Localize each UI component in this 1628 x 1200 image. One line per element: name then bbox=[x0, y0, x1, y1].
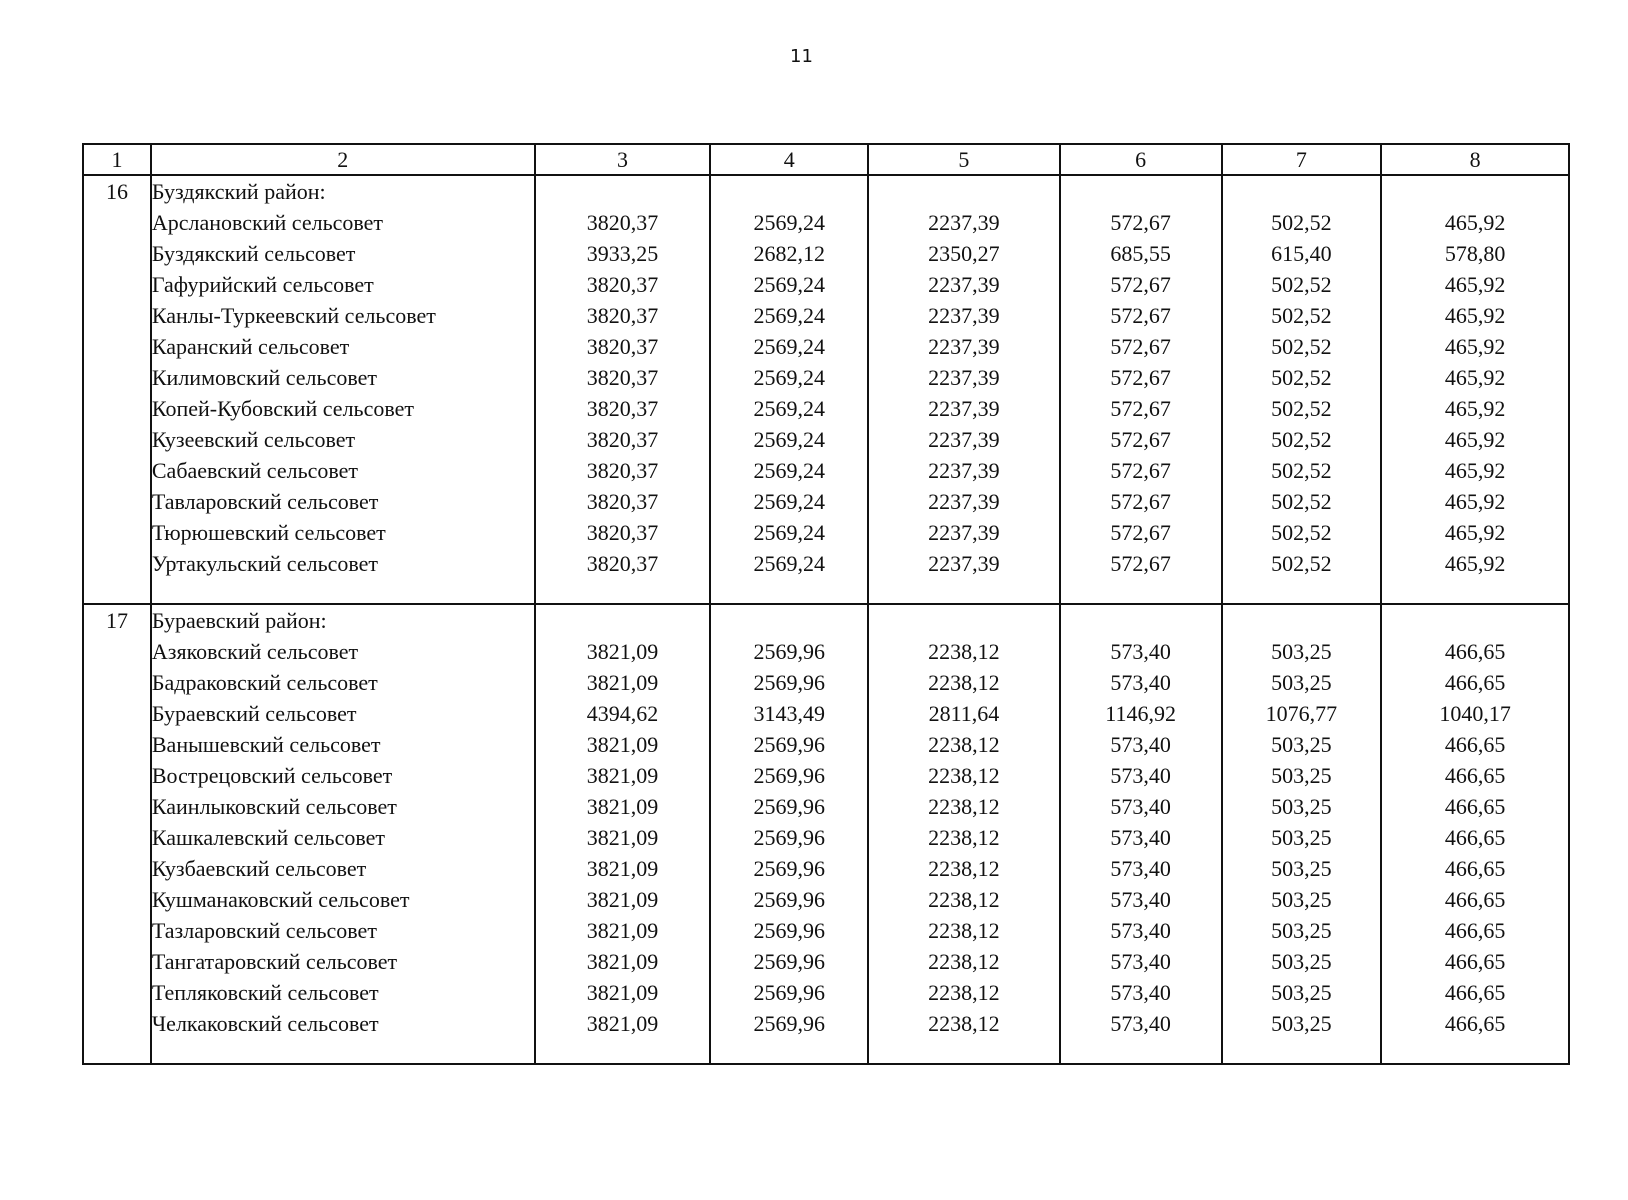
value-cell: 573,40 bbox=[1110, 732, 1171, 757]
district-number: 16 bbox=[105, 179, 128, 204]
value-cell: 2569,96 bbox=[753, 856, 825, 881]
value-cell: 465,92 bbox=[1444, 489, 1506, 514]
value-cell: 502,52 bbox=[1271, 520, 1332, 545]
value-cell: 2569,24 bbox=[753, 334, 825, 359]
settlement-name: Буздякский сельсовет bbox=[151, 241, 356, 266]
value-cell: 2238,12 bbox=[928, 887, 1000, 912]
value-cell: 466,65 bbox=[1444, 763, 1506, 788]
settlement-name: Ванышевский сельсовет bbox=[151, 732, 381, 757]
value-cell: 503,25 bbox=[1271, 1011, 1332, 1036]
value-cell: 465,92 bbox=[1444, 427, 1506, 452]
value-cell: 3820,37 bbox=[586, 365, 659, 390]
value-cell: 573,40 bbox=[1110, 918, 1171, 943]
value-cell: 615,40 bbox=[1271, 241, 1332, 266]
value-cell: 502,52 bbox=[1271, 272, 1332, 297]
value-cell: 573,40 bbox=[1110, 825, 1171, 850]
names-cell bbox=[151, 604, 535, 1064]
value-cell: 503,25 bbox=[1271, 980, 1332, 1005]
value-cell: 3820,37 bbox=[586, 427, 659, 452]
value-cell: 2238,12 bbox=[928, 732, 1000, 757]
value-cell: 2238,12 bbox=[928, 670, 1000, 695]
value-cell: 2237,39 bbox=[928, 334, 1000, 359]
value-cell: 2238,12 bbox=[928, 980, 1000, 1005]
value-cell: 2237,39 bbox=[928, 210, 1000, 235]
value-cell: 2569,24 bbox=[753, 551, 825, 576]
value-cell: 2237,39 bbox=[928, 365, 1000, 390]
settlement-name: Каранский сельсовет bbox=[151, 334, 350, 359]
value-column-c7 bbox=[1222, 175, 1382, 604]
value-cell: 2569,96 bbox=[753, 639, 825, 664]
column-number-row bbox=[83, 144, 1569, 175]
value-cell: 573,40 bbox=[1110, 887, 1171, 912]
value-cell: 466,65 bbox=[1444, 825, 1506, 850]
value-cell: 573,40 bbox=[1110, 980, 1171, 1005]
value-cell: 2569,96 bbox=[753, 1011, 825, 1036]
settlement-name: Арслановский сельсовет bbox=[151, 210, 384, 235]
settlement-name: Копей-Кубовский сельсовет bbox=[151, 396, 414, 421]
value-cell: 466,65 bbox=[1444, 949, 1506, 974]
value-cell: 3821,09 bbox=[586, 887, 659, 912]
settlement-name: Кузбаевский сельсовет bbox=[151, 856, 367, 881]
value-cell: 466,65 bbox=[1444, 918, 1506, 943]
value-cell: 4394,62 bbox=[586, 701, 659, 726]
value-cell: 503,25 bbox=[1271, 825, 1332, 850]
value-cell: 685,55 bbox=[1110, 241, 1171, 266]
value-cell: 1076,77 bbox=[1265, 701, 1338, 726]
value-cell: 502,52 bbox=[1271, 210, 1332, 235]
settlement-name: Кузеевский сельсовет bbox=[151, 427, 356, 452]
value-cell: 466,65 bbox=[1444, 670, 1506, 695]
value-cell: 3821,09 bbox=[586, 670, 659, 695]
district-number-cell bbox=[83, 604, 151, 1064]
value-column-c6 bbox=[1060, 604, 1222, 1064]
district-block bbox=[83, 604, 1569, 1064]
value-cell: 573,40 bbox=[1110, 949, 1171, 974]
value-cell: 465,92 bbox=[1444, 520, 1506, 545]
value-cell: 572,67 bbox=[1110, 210, 1171, 235]
value-cell: 572,67 bbox=[1110, 334, 1171, 359]
settlement-name: Каинлыковский сельсовет bbox=[151, 794, 397, 819]
settlement-name: Тюрюшевский сельсовет bbox=[151, 520, 386, 545]
value-cell: 572,67 bbox=[1110, 272, 1171, 297]
page-number: 11 bbox=[790, 46, 813, 67]
value-column-c6 bbox=[1060, 175, 1222, 604]
value-cell: 572,67 bbox=[1110, 458, 1171, 483]
value-cell: 3821,09 bbox=[586, 825, 659, 850]
value-cell: 2238,12 bbox=[928, 856, 1000, 881]
value-column-c8 bbox=[1381, 604, 1569, 1064]
value-cell: 2237,39 bbox=[928, 458, 1000, 483]
value-cell: 502,52 bbox=[1271, 303, 1332, 328]
value-column-c4 bbox=[710, 604, 868, 1064]
value-cell: 2569,24 bbox=[753, 303, 825, 328]
settlement-name: Уртакульский сельсовет bbox=[151, 551, 379, 576]
value-cell: 573,40 bbox=[1110, 763, 1171, 788]
settlement-name: Тавларовский сельсовет bbox=[151, 489, 379, 514]
value-cell: 2569,96 bbox=[753, 794, 825, 819]
value-column-c8 bbox=[1381, 175, 1569, 604]
names-cell bbox=[151, 175, 535, 604]
value-cell: 2682,12 bbox=[753, 241, 825, 266]
value-cell: 3821,09 bbox=[586, 639, 659, 664]
value-cell: 2237,39 bbox=[928, 303, 1000, 328]
value-cell: 2237,39 bbox=[928, 396, 1000, 421]
district-number: 17 bbox=[105, 608, 128, 633]
value-cell: 2569,96 bbox=[753, 670, 825, 695]
column-header: 6 bbox=[1060, 144, 1222, 175]
settlement-name: Килимовский сельсовет bbox=[151, 365, 377, 390]
value-cell: 465,92 bbox=[1444, 303, 1506, 328]
settlement-name: Канлы-Туркеевский сельсовет bbox=[151, 303, 436, 328]
value-cell: 503,25 bbox=[1271, 918, 1332, 943]
settlement-name: Кушманаковский сельсовет bbox=[151, 887, 410, 912]
settlement-name: Азяковский сельсовет bbox=[151, 639, 359, 664]
value-cell: 2569,96 bbox=[753, 918, 825, 943]
settlement-name: Тепляковский сельсовет bbox=[151, 980, 379, 1005]
value-cell: 3820,37 bbox=[586, 489, 659, 514]
value-cell: 2811,64 bbox=[928, 701, 1000, 726]
settlement-name: Тазларовский сельсовет bbox=[151, 918, 377, 943]
value-cell: 466,65 bbox=[1444, 794, 1506, 819]
value-cell: 3821,09 bbox=[586, 918, 659, 943]
value-cell: 2238,12 bbox=[928, 763, 1000, 788]
value-cell: 2569,24 bbox=[753, 272, 825, 297]
value-cell: 3820,37 bbox=[586, 303, 659, 328]
value-cell: 466,65 bbox=[1444, 732, 1506, 757]
value-cell: 3820,37 bbox=[586, 396, 659, 421]
value-cell: 466,65 bbox=[1444, 980, 1506, 1005]
value-cell: 465,92 bbox=[1444, 210, 1506, 235]
value-cell: 503,25 bbox=[1271, 670, 1332, 695]
settlement-name: Гафурийский сельсовет bbox=[151, 272, 374, 297]
value-cell: 503,25 bbox=[1271, 856, 1332, 881]
value-cell: 2569,24 bbox=[753, 458, 825, 483]
value-cell: 2237,39 bbox=[928, 551, 1000, 576]
value-cell: 3821,09 bbox=[586, 732, 659, 757]
value-cell: 502,52 bbox=[1271, 489, 1332, 514]
value-cell: 2569,24 bbox=[753, 520, 825, 545]
value-cell: 3821,09 bbox=[586, 856, 659, 881]
column-header: 5 bbox=[868, 144, 1060, 175]
value-cell: 2238,12 bbox=[928, 794, 1000, 819]
tariff-table bbox=[82, 143, 1570, 1065]
value-cell: 1040,17 bbox=[1439, 701, 1511, 726]
value-cell: 572,67 bbox=[1110, 551, 1171, 576]
value-cell: 2237,39 bbox=[928, 520, 1000, 545]
district-title: Буздякский район: bbox=[151, 179, 326, 204]
value-cell: 2238,12 bbox=[928, 639, 1000, 664]
value-cell: 3821,09 bbox=[586, 763, 659, 788]
value-cell: 2238,12 bbox=[928, 825, 1000, 850]
value-cell: 2569,24 bbox=[753, 427, 825, 452]
settlement-name: Бадраковский сельсовет bbox=[151, 670, 378, 695]
value-cell: 3820,37 bbox=[586, 334, 659, 359]
value-cell: 502,52 bbox=[1271, 334, 1332, 359]
value-cell: 572,67 bbox=[1110, 520, 1171, 545]
value-cell: 465,92 bbox=[1444, 396, 1506, 421]
value-cell: 466,65 bbox=[1444, 856, 1506, 881]
value-cell: 1146,92 bbox=[1105, 701, 1176, 726]
value-cell: 2569,96 bbox=[753, 949, 825, 974]
settlement-name: Сабаевский сельсовет bbox=[151, 458, 359, 483]
district-title: Бураевский район: bbox=[151, 608, 327, 633]
value-cell: 465,92 bbox=[1444, 365, 1506, 390]
column-header: 2 bbox=[151, 144, 535, 175]
value-cell: 502,52 bbox=[1271, 396, 1332, 421]
value-cell: 2569,96 bbox=[753, 980, 825, 1005]
value-cell: 2569,96 bbox=[753, 825, 825, 850]
value-cell: 503,25 bbox=[1271, 639, 1332, 664]
value-cell: 3821,09 bbox=[586, 1011, 659, 1036]
value-cell: 2237,39 bbox=[928, 489, 1000, 514]
value-cell: 503,25 bbox=[1271, 794, 1332, 819]
value-cell: 578,80 bbox=[1444, 241, 1506, 266]
value-cell: 465,92 bbox=[1444, 551, 1506, 576]
value-column-c7 bbox=[1222, 604, 1382, 1064]
settlement-name: Бураевский сельсовет bbox=[151, 701, 357, 726]
value-cell: 3933,25 bbox=[586, 241, 659, 266]
value-cell: 503,25 bbox=[1271, 887, 1332, 912]
value-cell: 3821,09 bbox=[586, 980, 659, 1005]
value-cell: 3820,37 bbox=[586, 272, 659, 297]
value-cell: 2569,96 bbox=[753, 732, 825, 757]
column-header: 4 bbox=[710, 144, 868, 175]
value-cell: 2569,96 bbox=[753, 763, 825, 788]
value-cell: 573,40 bbox=[1110, 670, 1171, 695]
value-cell: 466,65 bbox=[1444, 1011, 1506, 1036]
value-cell: 573,40 bbox=[1110, 639, 1171, 664]
value-cell: 466,65 bbox=[1444, 639, 1506, 664]
value-cell: 572,67 bbox=[1110, 396, 1171, 421]
value-cell: 573,40 bbox=[1110, 794, 1171, 819]
district-block bbox=[83, 175, 1569, 604]
value-cell: 572,67 bbox=[1110, 427, 1171, 452]
value-cell: 2238,12 bbox=[928, 918, 1000, 943]
column-header: 3 bbox=[535, 144, 711, 175]
settlement-name: Тангатаровский сельсовет bbox=[151, 949, 398, 974]
value-cell: 502,52 bbox=[1271, 458, 1332, 483]
value-cell: 465,92 bbox=[1444, 334, 1506, 359]
district-number-cell bbox=[83, 175, 151, 604]
value-cell: 572,67 bbox=[1110, 365, 1171, 390]
value-cell: 573,40 bbox=[1110, 856, 1171, 881]
value-cell: 2237,39 bbox=[928, 272, 1000, 297]
value-column-c5 bbox=[868, 175, 1060, 604]
settlement-name: Челкаковский сельсовет bbox=[151, 1011, 379, 1036]
value-cell: 2569,24 bbox=[753, 365, 825, 390]
value-cell: 465,92 bbox=[1444, 458, 1506, 483]
value-column-c4 bbox=[710, 175, 868, 604]
value-cell: 2569,24 bbox=[753, 396, 825, 421]
column-header: 8 bbox=[1381, 144, 1569, 175]
value-cell: 2569,96 bbox=[753, 887, 825, 912]
column-header: 7 bbox=[1222, 144, 1382, 175]
value-cell: 466,65 bbox=[1444, 887, 1506, 912]
value-cell: 2238,12 bbox=[928, 949, 1000, 974]
value-cell: 503,25 bbox=[1271, 949, 1332, 974]
value-cell: 3821,09 bbox=[586, 949, 659, 974]
value-cell: 3820,37 bbox=[586, 551, 659, 576]
value-cell: 465,92 bbox=[1444, 272, 1506, 297]
value-cell: 503,25 bbox=[1271, 732, 1332, 757]
value-cell: 2238,12 bbox=[928, 1011, 1000, 1036]
value-column-c3 bbox=[535, 604, 711, 1064]
value-cell: 2350,27 bbox=[928, 241, 1000, 266]
value-cell: 502,52 bbox=[1271, 427, 1332, 452]
settlement-name: Кашкалевский сельсовет bbox=[151, 825, 385, 850]
value-column-c5 bbox=[868, 604, 1060, 1064]
value-cell: 2237,39 bbox=[928, 427, 1000, 452]
value-cell: 572,67 bbox=[1110, 489, 1171, 514]
value-cell: 2569,24 bbox=[753, 210, 825, 235]
value-cell: 572,67 bbox=[1110, 303, 1171, 328]
value-cell: 573,40 bbox=[1110, 1011, 1171, 1036]
value-column-c3 bbox=[535, 175, 711, 604]
value-cell: 503,25 bbox=[1271, 763, 1332, 788]
settlement-name: Вострецовский сельсовет bbox=[151, 763, 393, 788]
value-cell: 3821,09 bbox=[586, 794, 659, 819]
value-cell: 3820,37 bbox=[586, 458, 659, 483]
value-cell: 3820,37 bbox=[586, 210, 659, 235]
column-header: 1 bbox=[83, 144, 151, 175]
value-cell: 502,52 bbox=[1271, 551, 1332, 576]
value-cell: 502,52 bbox=[1271, 365, 1332, 390]
value-cell: 2569,24 bbox=[753, 489, 825, 514]
value-cell: 3820,37 bbox=[586, 520, 659, 545]
value-cell: 3143,49 bbox=[753, 701, 825, 726]
